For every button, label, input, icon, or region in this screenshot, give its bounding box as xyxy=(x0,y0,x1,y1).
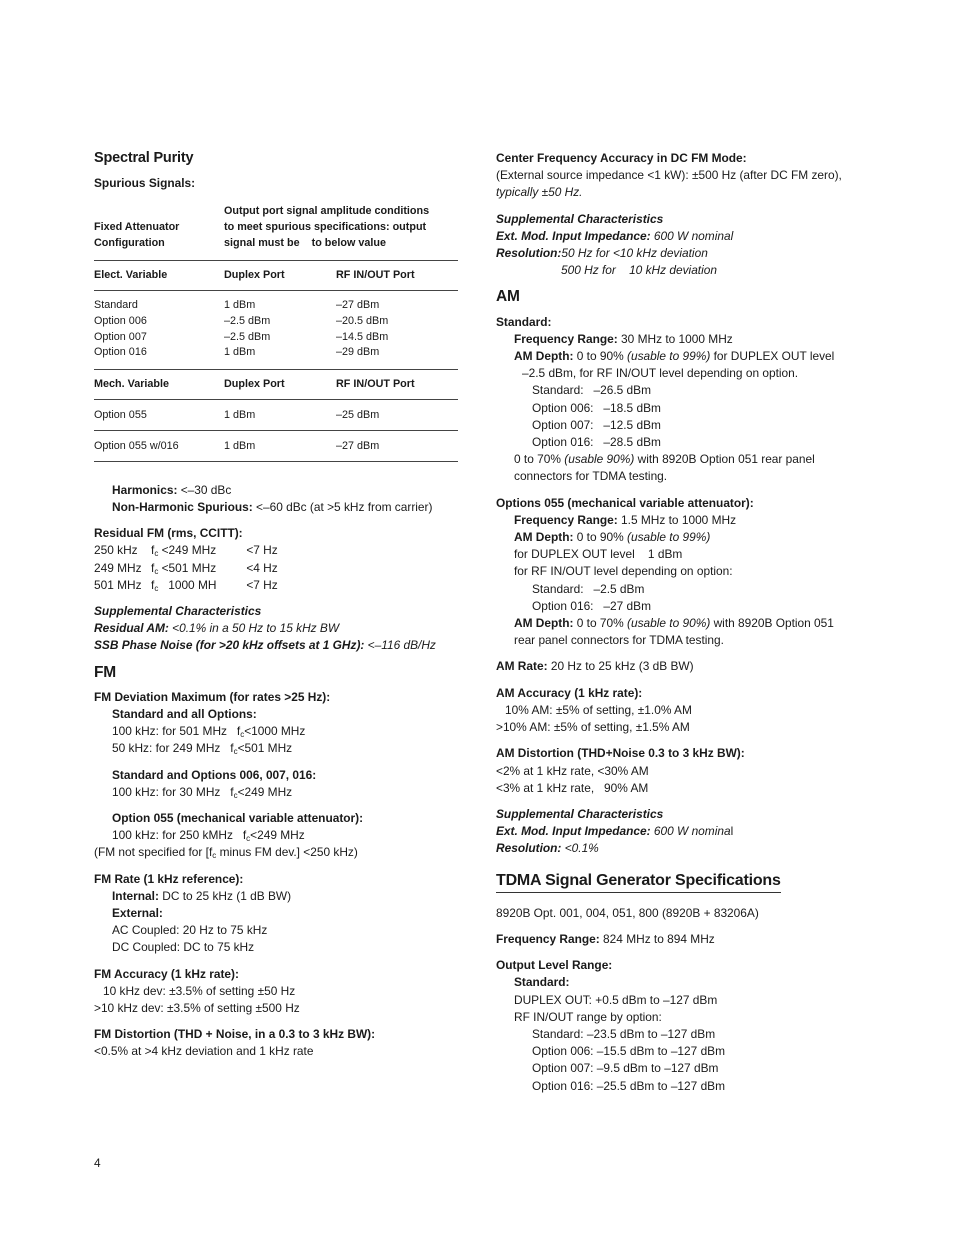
supplemental-block-2 xyxy=(496,806,876,858)
fm-accuracy-block xyxy=(94,966,464,1018)
resfm-cell: <501 MHz xyxy=(158,560,217,575)
tdma-heading: TDMA Signal Generator Specifications xyxy=(496,872,781,893)
fm-heading: FM xyxy=(94,663,116,681)
fm-deviation-text: 100 kHz: for 30 MHz f xyxy=(112,784,234,799)
table-cell: –14.5 dBm xyxy=(336,330,389,343)
output-level-line: Option 016: –25.5 dBm to –127 dBm xyxy=(532,1078,726,1093)
am-depth-value: 0 to 70% xyxy=(573,616,627,631)
output-level-std: Standard: xyxy=(514,975,570,990)
header-cell: Configuration xyxy=(94,237,165,250)
table-cell: 1 dBm xyxy=(224,430,336,461)
fm-accuracy-heading: FM Accuracy (1 kHz rate): xyxy=(94,966,239,981)
harmonics-block xyxy=(94,482,464,516)
spurious-signals-label: Spurious Signals: xyxy=(94,176,196,191)
output-level-line: Option 006: –15.5 dBm to –127 dBm xyxy=(532,1044,726,1059)
output-level-line: DUPLEX OUT: +0.5 dBm to –127 dBm xyxy=(514,992,718,1007)
am-standard-heading: Standard: xyxy=(496,314,552,329)
am-depth-value: for DUPLEX OUT level xyxy=(710,349,835,364)
fm-deviation-text: 100 kHz: for 501 MHz f xyxy=(112,724,241,739)
table-cell: Option 016 xyxy=(94,346,147,359)
resfm-cell: <7 Hz xyxy=(246,543,278,558)
spurious-table xyxy=(94,198,458,461)
fm-deviation-text: <1000 MHz xyxy=(244,724,306,739)
resfm-cell: f xyxy=(151,560,155,575)
ext-mod-label: Ext. Mod. Input Impedance: xyxy=(496,824,651,839)
subscript: c xyxy=(212,851,217,861)
am-distortion-heading: AM Distortion (THD+Noise 0.3 to 3 kHz BW): xyxy=(496,746,745,761)
supplemental-heading: Supplemental Characteristics xyxy=(496,211,664,226)
harmonics-label: Harmonics: xyxy=(112,482,178,497)
subscript: c xyxy=(233,747,238,757)
am-distortion-block xyxy=(496,745,876,797)
resolution-label: Resolution: xyxy=(496,246,562,261)
fm-accuracy-line: 10 kHz dev: ±3.5% of setting ±50 Hz xyxy=(103,983,296,998)
am-depth-cont: –2.5 dBm, for RF IN/OUT level depending on option. xyxy=(522,366,799,381)
ext-mod-value: 600 W nominal xyxy=(650,228,734,243)
table-cell: Option 006 xyxy=(94,315,147,327)
column-header: Duplex Port xyxy=(224,261,336,291)
column-header: Duplex Port xyxy=(224,369,336,399)
output-level-line: Option 007: –9.5 dBm to –127 dBm xyxy=(532,1061,719,1076)
resfm-cell: f xyxy=(151,577,155,592)
output-level-line: RF IN/OUT range by option: xyxy=(514,1009,662,1024)
am-level-line: Option 016: –28.5 dBm xyxy=(532,435,661,450)
column-header: RF IN/OUT Port xyxy=(336,261,458,291)
fm-deviation-opt-heading: Standard and Options 006, 007, 016: xyxy=(112,767,317,782)
am-accuracy-block xyxy=(496,685,876,737)
subscript: c xyxy=(246,834,251,844)
resfm-cell: <249 MHz xyxy=(158,543,217,558)
fm-rate-heading: FM Rate (1 kHz reference): xyxy=(94,871,244,886)
column-header: RF IN/OUT Port xyxy=(336,369,458,399)
freq-range-value: 1.5 MHz to 1000 MHz xyxy=(617,512,737,527)
supplemental-heading: Supplemental Characteristics xyxy=(496,806,664,821)
tdma-freq-value: 824 MHz to 894 MHz xyxy=(599,931,715,946)
am-standard-block xyxy=(496,314,876,486)
am-depth-value: 0 to 90% xyxy=(573,530,627,545)
resfm-cell: 250 kHz xyxy=(94,543,138,558)
fm-deviation-std-heading: Standard and all Options: xyxy=(112,707,257,722)
supplemental-block xyxy=(496,211,876,280)
am-depth-usable: (usable to 99%) xyxy=(627,349,711,364)
page-number: 4 xyxy=(94,1156,101,1170)
table-cell: 1 dBm xyxy=(224,346,256,359)
residual-fm-row xyxy=(94,560,464,577)
resfm-cell: <4 Hz xyxy=(246,560,278,575)
freq-range-value: 30 MHz to 1000 MHz xyxy=(617,331,733,346)
tdma-freq-label: Frequency Range: xyxy=(496,931,600,946)
fm-deviation-block xyxy=(94,689,464,862)
non-harmonic-value: <–60 dBc (at >5 kHz from carrier) xyxy=(252,499,433,514)
resfm-cell: 1000 MH xyxy=(158,577,217,592)
am-level-line: Option 016: –27 dBm xyxy=(532,598,651,613)
fm-distortion-heading: FM Distortion (THD + Noise, in a 0.3 to 3 kHz BW): xyxy=(94,1027,376,1042)
residual-fm-row xyxy=(94,577,464,594)
ssb-phase-noise-value: <–116 dB/Hz xyxy=(364,638,436,653)
am-070-value: 0 to 70% xyxy=(514,452,565,467)
am-level-line: Standard: –2.5 dBm xyxy=(532,581,645,596)
fm-deviation-text: 50 kHz: for 249 MHz f xyxy=(112,741,234,756)
am-070-cont: connectors for TDMA testing. xyxy=(514,469,668,484)
resfm-cell: 249 MHz xyxy=(94,560,142,575)
fm-distortion-line: <0.5% at >4 kHz deviation and 1 kHz rate xyxy=(94,1044,314,1059)
table-cell: –27 dBm xyxy=(336,430,458,461)
am-level-line: Standard: –26.5 dBm xyxy=(532,383,651,398)
am-depth-value: 0 to 90% xyxy=(573,349,627,364)
header-cell: Fixed Attenuator xyxy=(94,221,180,234)
right-column xyxy=(496,150,876,1104)
fm-rate-ac: AC Coupled: 20 Hz to 75 kHz xyxy=(112,923,268,938)
ext-mod-value: 600 W nomina xyxy=(650,824,731,839)
residual-fm-row xyxy=(94,542,464,559)
table-cell: Standard xyxy=(94,299,138,312)
resfm-cell: 501 MHz xyxy=(94,577,142,592)
table-cell: –2.5 dBm xyxy=(224,330,271,343)
resolution-value: 50 Hz for <10 kHz deviation xyxy=(561,246,708,261)
cfa-line: (External source impedance <1 kW): ±500 Hz (after DC FM zero), xyxy=(496,168,842,183)
resfm-cell: <7 Hz xyxy=(246,577,278,592)
table-cell: 1 dBm xyxy=(224,299,256,312)
table-cell: Option 055 xyxy=(94,408,147,421)
header-cell: to meet spurious specifications: output xyxy=(224,221,427,234)
fm-rate-dc: DC Coupled: DC to 75 kHz xyxy=(112,940,255,955)
resolution-value: 500 Hz for 10 kHz deviation xyxy=(561,263,717,278)
supplemental-heading: Supplemental Characteristics xyxy=(94,604,262,618)
residual-fm-heading: Residual FM (rms, CCITT): xyxy=(94,526,243,541)
am-depth-label: AM Depth: xyxy=(514,616,574,631)
freq-range-label: Frequency Range: xyxy=(514,331,618,346)
am-level-line: Option 007: –12.5 dBm xyxy=(532,417,661,432)
am-depth-usable: (usable to 99%) xyxy=(627,530,711,545)
table-section-row xyxy=(94,261,458,291)
left-column xyxy=(94,150,464,1070)
fm-rate-internal-value: DC to 25 kHz (1 dB BW) xyxy=(158,888,292,903)
harmonics-value: <–30 dBc xyxy=(177,482,232,497)
am-opt055-line: for RF IN/OUT level depending on option: xyxy=(514,564,733,579)
resfm-sub: c xyxy=(154,549,159,559)
fm-deviation-text: <249 MHz xyxy=(250,828,305,843)
tdma-models: 8920B Opt. 001, 004, 051, 800 (8920B + 83206A) xyxy=(496,905,759,920)
fm-rate-internal-label: Internal: xyxy=(112,888,159,903)
table-cell: –25 dBm xyxy=(336,408,380,421)
cfa-heading: Center Frequency Accuracy in DC FM Mode: xyxy=(496,151,747,165)
am-depth-label: AM Depth: xyxy=(514,349,574,364)
table-row xyxy=(94,399,458,430)
table-cell: Option 007 xyxy=(94,330,147,343)
fm-note-text: (FM not specified for [f xyxy=(94,845,213,860)
table-section-row xyxy=(94,369,458,399)
resfm-sub: c xyxy=(154,566,159,576)
supplemental-block xyxy=(94,603,464,655)
cfa-block xyxy=(496,150,876,202)
ext-mod-value-tail: l xyxy=(730,824,734,839)
fm-distortion-block xyxy=(94,1026,464,1060)
table-cell: –2.5 dBm xyxy=(224,315,271,327)
fm-accuracy-line: >10 kHz dev: ±3.5% of setting ±500 Hz xyxy=(94,1001,300,1016)
am-opt055-line: for DUPLEX OUT level 1 dBm xyxy=(514,547,683,562)
am-accuracy-line: 10% AM: ±5% of setting, ±1.0% AM xyxy=(505,702,692,717)
am-opt055-heading: Options 055 (mechanical variable attenuator): xyxy=(496,495,754,510)
table-cell: 1 dBm xyxy=(224,408,256,421)
table-header-row xyxy=(94,198,458,261)
am-accuracy-line: >10% AM: ±5% of setting, ±1.5% AM xyxy=(496,720,690,735)
am-rate-block xyxy=(496,658,876,675)
cfa-line: typically ±50 Hz. xyxy=(496,185,583,200)
fm-note-text: minus FM dev.] <250 kHz) xyxy=(216,845,358,860)
am-070-value: with 8920B Option 051 rear panel xyxy=(634,452,815,467)
fm-rate-block xyxy=(94,871,464,957)
fm-rate-external-label: External: xyxy=(112,906,163,921)
resolution-label: Resolution: xyxy=(496,841,562,856)
am-accuracy-heading: AM Accuracy (1 kHz rate): xyxy=(496,685,643,700)
am-opt055-block xyxy=(496,495,876,650)
resfm-sub: c xyxy=(154,583,159,593)
header-cell: Output port signal amplitude conditions xyxy=(224,205,430,218)
fm-deviation-text: 100 kHz: for 250 kMHz f xyxy=(112,828,247,843)
subscript: c xyxy=(240,730,245,740)
output-level-block xyxy=(496,957,876,1095)
resolution-value: <0.1% xyxy=(561,841,599,856)
table-cell: –27 dBm xyxy=(336,299,380,312)
am-level-line: Option 006: –18.5 dBm xyxy=(532,400,661,415)
resfm-cell: f xyxy=(151,543,155,558)
am-distortion-line: <3% at 1 kHz rate, 90% AM xyxy=(496,780,649,795)
fm-deviation-055-heading: Option 055 (mechanical variable attenuator): xyxy=(112,811,364,826)
am-depth-label: AM Depth: xyxy=(514,530,574,545)
section-label: Mech. Variable xyxy=(94,369,224,399)
fm-deviation-text: <501 MHz xyxy=(237,741,293,756)
spectral-purity-heading: Spectral Purity xyxy=(94,150,194,166)
section-label: Elect. Variable xyxy=(94,261,224,291)
fm-deviation-text: <249 MHz xyxy=(237,784,293,799)
am-rate-label: AM Rate: xyxy=(496,659,548,674)
residual-am-label: Residual AM: xyxy=(94,621,169,636)
ssb-phase-noise-label: SSB Phase Noise (for >20 kHz offsets at 1 GHz): xyxy=(94,638,365,653)
am-depth-usable: (usable to 90%) xyxy=(627,616,711,631)
residual-am-value: <0.1% in a 50 Hz to 15 kHz BW xyxy=(168,621,340,636)
freq-range-label: Frequency Range: xyxy=(514,512,618,527)
output-level-line: Standard: –23.5 dBm to –127 dBm xyxy=(532,1026,716,1041)
ext-mod-label: Ext. Mod. Input Impedance: xyxy=(496,228,651,243)
table-cell: –20.5 dBm xyxy=(336,315,389,327)
residual-fm-block xyxy=(94,525,464,594)
am-070-usable: (usable 90%) xyxy=(564,452,635,467)
am-depth-value: with 8920B Option 051 xyxy=(710,616,834,631)
subscript: c xyxy=(233,790,238,800)
table-row xyxy=(94,430,458,461)
table-row-group xyxy=(94,291,458,369)
table-cell: Option 055 w/016 xyxy=(94,430,224,461)
fm-deviation-heading: FM Deviation Maximum (for rates >25 Hz): xyxy=(94,689,331,704)
am-distortion-line: <2% at 1 kHz rate, <30% AM xyxy=(496,763,649,778)
am-opt055-line: rear panel connectors for TDMA testing. xyxy=(514,633,724,648)
table-cell: –29 dBm xyxy=(336,346,380,359)
am-rate-value: 20 Hz to 25 kHz (3 dB BW) xyxy=(547,659,694,674)
am-heading: AM xyxy=(496,288,520,306)
non-harmonic-label: Non-Harmonic Spurious: xyxy=(112,499,253,514)
header-cell: signal must be to below value xyxy=(224,237,386,250)
output-level-heading: Output Level Range: xyxy=(496,958,613,973)
tdma-freq-block xyxy=(496,931,876,948)
